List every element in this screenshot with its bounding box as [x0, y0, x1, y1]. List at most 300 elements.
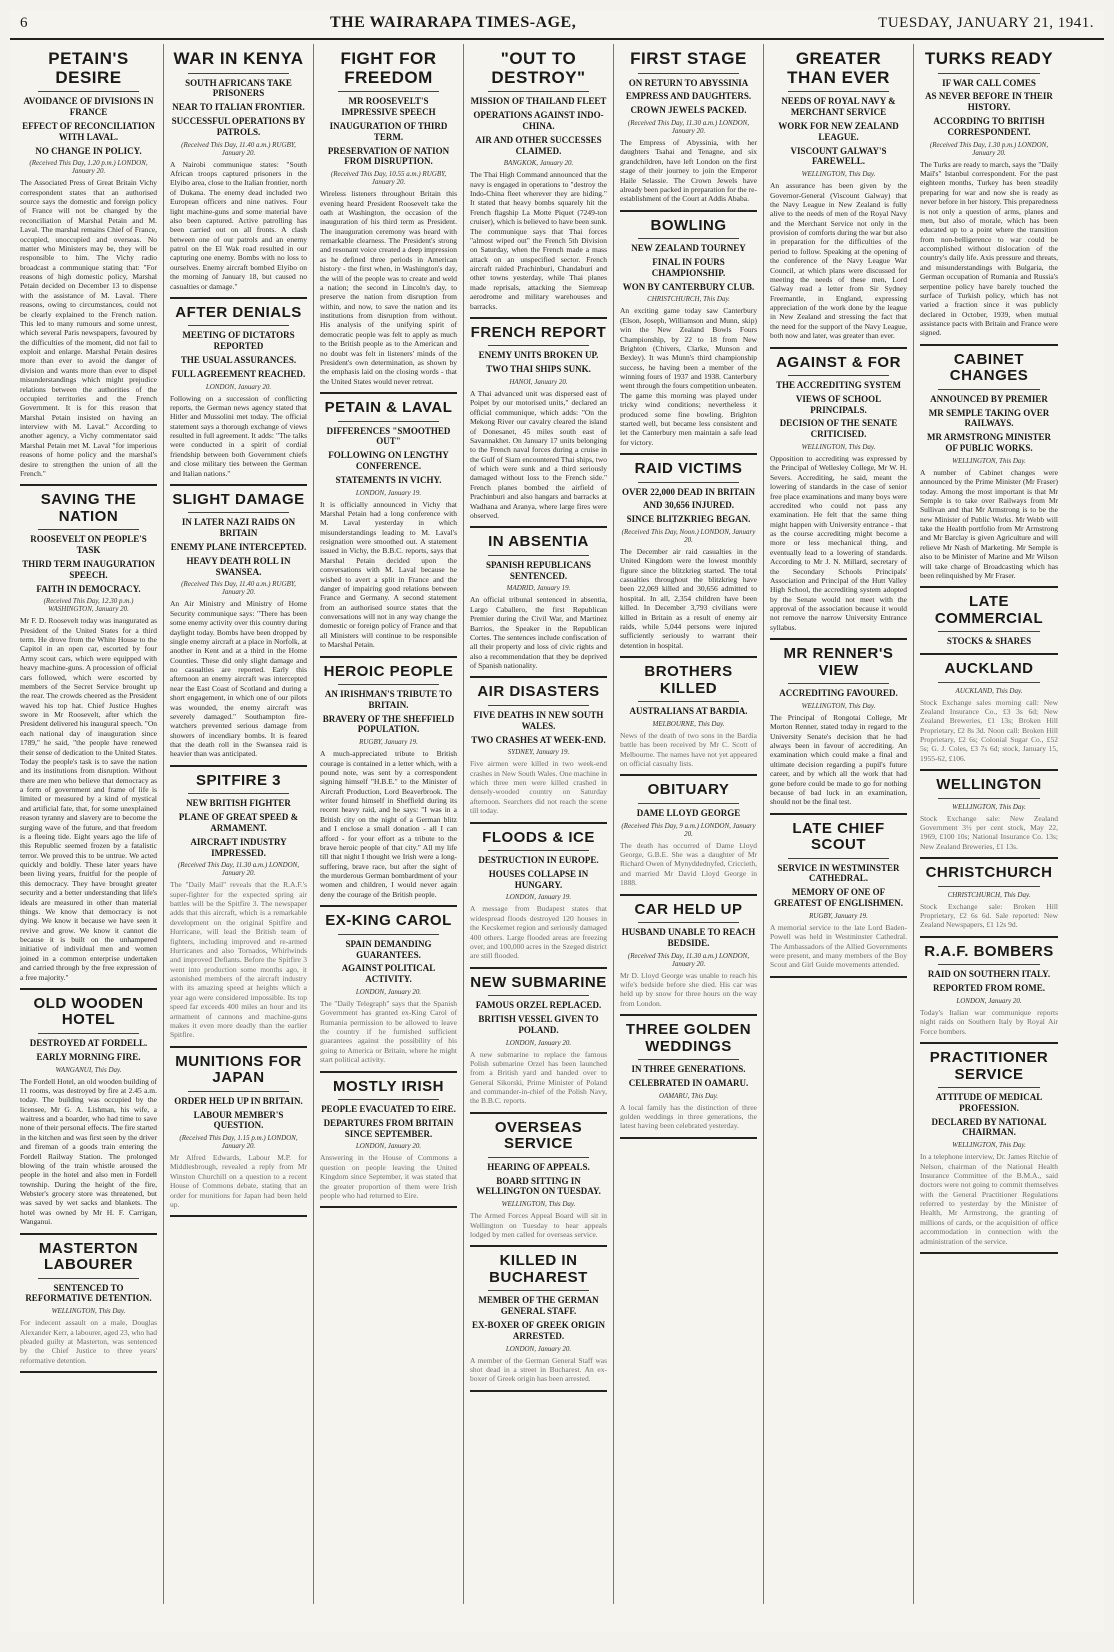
article	[20, 996, 157, 1235]
article-body: A much-appreciated tribute to British courage is contained in a letter which, with a pound note, was sent by a correspondent signing himself "H.B.E." to the Minister of Aircraft Production, Lord Beaverbrook. The writer found himself in Sheffield during its recent heavy raid, and he says: "I was in a British city on the night of a German blitz and I enclose a small donation - all I can afford - for your effort as a tribute to the brave heroic people of that city." All my life till that night I thought we Irish were a long-suffering, brave race, but after the sight of the murderous German bombardment of your women and children, I would never again deny the courage of the British people.	[320, 749, 457, 899]
article-subheading: SPAIN DEMANDING GUARANTEES.	[345, 938, 432, 960]
column-6	[764, 44, 914, 1604]
article-separator	[170, 765, 307, 767]
column-7	[914, 44, 1064, 1604]
column-2	[164, 44, 314, 1604]
article-headline: AGAINST & FOR	[776, 353, 901, 371]
article-subheading: MEETING OF DICTATORS REPORTED	[182, 330, 295, 352]
article-subheading: DECISION OF THE SENATE CRITICISED.	[779, 418, 898, 440]
article-separator	[920, 344, 1058, 346]
article-body: The Armed Forces Appeal Board will sit in Wellington on Tuesday to hear appeals lodged by men called for overseas service.	[470, 1211, 607, 1239]
article-subheading: BRAVERY OF THE SHEFFIELD POPULATION.	[322, 713, 455, 735]
article-subheading: NEAR TO ITALIAN FRONTIER.	[172, 102, 305, 113]
article	[170, 1054, 307, 1218]
article-dateline: CHRISTCHURCH, This Day.	[647, 295, 730, 304]
article-body: The Thai High Command announced that the navy is engaged in operations to "destroy the Indo-China fleet wherever they are hiding." It stated that heavy bombs squarely hit the French flagship La Motte Piquet (7249-ton cruiser), which is believed to have been sunk. The communique says that Thai forces "almost wiped out" the French 5th Division on Saturday, when the French made a mass attack on an unspecified sector. French aircraft raided Prachinburi, Chandaburi and other towns yesterday, while Thai planes made reprisals, attacking the Siemreap aerodrome and military warehouses and barracks.	[470, 170, 607, 311]
article-subheading: LABOUR MEMBER'S QUESTION.	[193, 1109, 284, 1131]
article	[620, 50, 757, 212]
divider	[938, 798, 1040, 799]
article-headline: IN ABSENTIA	[488, 533, 589, 551]
article-body: Answering in the House of Commons a question on people leaving the United Kingdom since September, it was stated that the greater proportion of them were Irish people who had returned to Eire.	[320, 1153, 457, 1200]
article-body: The "Daily Mail" reveals that the R.A.F.'s super-fighter for the expected spring air battles will be the Spitfire 3. The newspaper adds that this aircraft, which is a remarkable development on the original Spitfire and Hurricane, will lead the British team of fighters, including improved and re-armed Hurricanes and also Tornados, Whirlwinds and improved Defiants. Before the Spitfire 3 went into production some months ago, it astonished members of the aircraft industry with its amazing speed at heights which a year ago were considered impossible. Its top speed far exceeds 400 miles an hour and its armament of cannons and machine-guns makes it even more deadly than the earlier Spitfire.	[170, 880, 307, 1040]
divider	[638, 701, 739, 702]
article-headline: MOSTLY IRISH	[332, 1077, 445, 1095]
article-subheading: FAITH IN DEMOCRACY.	[36, 583, 141, 594]
article-subheading: SUCCESSFUL OPERATIONS BY PATROLS.	[171, 116, 306, 137]
article-headline: WELLINGTON	[936, 776, 1042, 794]
article-separator	[170, 1046, 307, 1048]
article-dateline: WELLINGTON, This Day.	[952, 456, 1026, 465]
divider	[488, 1290, 589, 1291]
article-separator	[470, 822, 607, 824]
article-dateline: BANGKOK, January 20.	[503, 159, 574, 168]
article	[170, 492, 307, 767]
article-subheading: THE ACCREDITING SYSTEM	[775, 380, 902, 391]
article-body: A Nairobi communique states: "South African troops captured prisoners in the Elyibo area, close to the Italian frontier, north of Dukana. The enemy dead included two European officers and nine natives. Four light machine-guns and some material have also been captured. Active patrolling has been carried out on all fronts. A clash between one of our patrols and an enemy patrol on the El Wak road resulted in our capturing one enemy. Bombs with no loss to ourselves. Enemy aircraft bombed Elyibo on the morning of January 18, but caused no casualties or damage."	[170, 159, 307, 291]
article-subheading: EFFECT OF RECONCILIATION WITH LAVAL.	[22, 120, 155, 142]
article	[920, 50, 1058, 346]
article	[470, 325, 607, 528]
article-separator	[320, 392, 457, 394]
column-4	[464, 44, 614, 1604]
article-dateline: (Received This Day, 11.30 a.m.) LONDON, January 20.	[627, 119, 750, 136]
article	[620, 461, 757, 658]
article-dateline: (Received This Day, 1.20 p.m.) LONDON, January 20.	[29, 159, 148, 176]
article-separator	[320, 1206, 457, 1208]
article-subheading: SINCE BLITZKRIEG BEGAN.	[626, 514, 751, 525]
article-dateline: MADRID, January 19.	[506, 584, 571, 593]
article-subheading: PRESERVATION OF NATION FROM DISRUPTION.	[327, 145, 450, 167]
article-dateline: LONDON, January 20.	[205, 382, 272, 391]
article-subheading: STATEMENTS IN VICHY.	[335, 474, 442, 485]
article-subheading: FOLLOWING ON LENGTHY CONFERENCE.	[328, 450, 449, 471]
article-headline: NEW SUBMARINE	[470, 973, 607, 991]
article-body: An assurance has been given by the Governor-General (Viscount Galway) that the Navy League in New Zealand is fully alive to the needs of men of the Royal Navy and the Merchant Service not only in the provision of comforts during the war but also in preparation for the difficulties of the period to follow. Speaking at the opening of the conference of the Navy League War Council, at which plans were discussed for meeting the needs of these men, Lord Galway read a letter from Sir Sydney Freemantle, in England, expressing appreciation of the work done by the league in New Zealand and stressing the fact that the need for the support of the Navy League, both now and later, was greater than ever.	[770, 181, 907, 341]
article-subheading: IN LATER NAZI RAIDS ON BRITAIN	[181, 517, 296, 539]
article-separator	[620, 894, 757, 896]
article-subheading: IF WAR CALL COMES	[942, 77, 1036, 88]
article-dateline: RUGBY, January 19.	[809, 911, 868, 920]
article-dateline: (Received This Day, 10.55 a.m.) RUGBY, January 20.	[330, 170, 447, 187]
article-subheading: WORK FOR NEW ZEALAND LEAGUE.	[778, 120, 899, 142]
article-subheading: AIRCRAFT INDUSTRY IMPRESSED.	[190, 836, 287, 858]
article-separator	[20, 1371, 157, 1373]
article-body: Today's Italian war communique reports night raids on Southern Italy by Royal Air Force bombers.	[920, 1007, 1058, 1036]
article-dateline: LONDON, January 20.	[956, 996, 1022, 1005]
masthead	[10, 10, 1104, 40]
article-body: A number of Cabinet changes were announced by the Prime Minister (Mr Fraser) today. Among the most important is that Mr Semple is to take over Railways from Mr Sullivan and that Mr Armstrong is to be the new Minister of Public Works. Mr Webb will take the Health portfolio from Mr Armstrong and Mr Barclay is given Agriculture and will relieve Mr Nash of Marketing. Mr Semple is also to be Minister of Marine and Mr Wilson will take charge of Broadcasting which has been relinquished by Mr Fraser.	[920, 467, 1058, 580]
article-subheading: ATTITUDE OF MEDICAL PROFESSION.	[935, 1092, 1043, 1113]
divider	[938, 964, 1040, 965]
article-subheading: DIFFERENCES "SMOOTHED OUT"	[326, 425, 451, 447]
article-subheading: ORDER HELD UP IN BRITAIN.	[174, 1095, 303, 1106]
article-separator	[470, 676, 607, 678]
article-subheading: OPERATIONS AGAINST INDO-CHINA.	[473, 110, 604, 131]
divider	[38, 1033, 139, 1034]
article-dateline: LONDON, January 19.	[505, 893, 572, 902]
article-body: Stock Exchange sale: New Zealand Government 3½ per cent stock, May 22, 1969, £100 10s; National Insurance Co. 13s; New Zealand Breweries, £1 13s.	[920, 813, 1058, 851]
article-subheading: AS NEVER BEFORE IN THEIR HISTORY.	[925, 91, 1053, 113]
article-body: For indecent assault on a male, Douglas Alexander Kerr, a labourer, aged 23, who had pleaded guilty at Masterton, was sentenced by the Chief Justice to three years' reformative detention.	[20, 1318, 157, 1365]
article	[920, 1050, 1058, 1254]
article-headline: FIGHT FOR FREEDOM	[340, 49, 437, 87]
article-subheading: EARLY MORNING FIRE.	[36, 1051, 141, 1062]
columns	[10, 40, 1104, 1604]
article-separator	[920, 586, 1058, 588]
article-subheading: AUSTRALIANS AT BARDIA.	[629, 706, 748, 717]
article-body: A member of the German General Staff was shot dead in a street in Bucharest. An ex-boxer of Greek origin has been arrested.	[470, 1355, 607, 1384]
article-subheading: SOUTH AFRICANS TAKE PRISONERS	[185, 77, 292, 99]
article-dateline: (Received This Day, 11.40 a.m.) RUGBY, January 20.	[181, 140, 296, 157]
article-subheading: EMPRESS AND DAUGHTERS.	[625, 91, 752, 102]
article	[470, 50, 607, 319]
article-separator	[920, 936, 1058, 938]
divider	[938, 682, 1040, 683]
article-subheading: BRITISH VESSEL GIVEN TO POLAND.	[478, 1014, 599, 1035]
article-dateline: WELLINGTON, This Day.	[801, 170, 876, 179]
article-dateline: CHRISTCHURCH, This Day.	[947, 890, 1031, 899]
article-subheading: AN IRISHMAN'S TRIBUTE TO BRITAIN.	[324, 689, 453, 710]
article-headline: FRENCH REPORT	[470, 323, 607, 341]
article-subheading: SERVICE IN WESTMINSTER CATHEDRAL.	[777, 862, 900, 884]
article-subheading: BOARD SITTING IN WELLINGTON ON TUESDAY.	[476, 1175, 601, 1197]
issue-date: TUESDAY, JANUARY 21, 1941.	[878, 14, 1094, 31]
article-subheading: ACCORDING TO BRITISH CORRESPONDENT.	[933, 116, 1045, 137]
article-dateline: (Received This Day, 9 a.m.) LONDON, January 20.	[621, 821, 756, 838]
divider	[488, 1157, 589, 1158]
article	[920, 777, 1058, 859]
article-dateline: LONDON, January 20.	[505, 1038, 572, 1047]
article	[170, 50, 307, 299]
divider	[788, 91, 889, 92]
article-subheading: MR SEMPLE TAKING OVER RAILWAYS.	[928, 407, 1050, 429]
article-body: The Principal of Rongotai College, Mr Morton Renner, stated today in regard to the University Senate's decision that he had always been in favour of accrediting. An examination which could make a final and ultimate decision regarding a pupil's future career, and by which all the work that had gone before could be made to go for nothing because of bad luck in an examination, should not be the final test.	[770, 712, 907, 807]
article-separator	[470, 1245, 607, 1247]
article-body: The Turks are ready to march, says the "Daily Mail's" Istanbul correspondent. For the past eighteen months, Turkey has been steadily preparing for war and now she is ready as never before in her history. This preparedness is not only a question of arms, planes and men, but also of morale, which has been educated up to a point where the transition from non-belligerence to war could be accomplished without dislocation of the country's daily life. Axis pressure and threats, and misunderstandings with Bulgaria, the German occupation of Rumania and Russia's serpentine policy have barely touched the surface of Turkish policy, which has not varied a fraction since it was publicly declared in October, 1939, when mutual assistance pacts with Britain and France were signed.	[920, 159, 1058, 338]
article-separator	[20, 1233, 157, 1235]
article	[620, 902, 757, 1017]
article-subheading: TWO CRASHES AT WEEK-END.	[471, 734, 606, 745]
article	[620, 218, 757, 455]
article-subheading: VIEWS OF SCHOOL PRINCIPALS.	[795, 393, 882, 415]
divider	[638, 922, 739, 923]
article-body: The Associated Press of Great Britain Vichy correspondent states that an authorised source says the domestic and foreign policy of France will not be changed by the reconciliation of Marshal Petain and M. Laval. The marshal remains Chief of France, occupied, unoccupied and overseas. No matter who Ministers may be, they will be responsible to him. The Vichy radio broadcast a communique stating that: "For reasons of high domestic policy, Marshal Petain decided on December 13 to dispense with the assistance of M. Laval. There reasons, owing to circumstances, could not be clearly explained to the French nation. This led to many rumours and some unrest, which several Paris newspapers, favoured by the difficulties of the moment, did not fail to exploit and enlarge. Marshal Petain desires more than ever to avoid the danger of division and wants more than ever to dispel misunderstandings which might prejudice relations between the authorities of the occupied territories and the French Government. It is for this reason that Marshal Petain insisted on having an interview with M. Laval." According to another agency, a Vichy commentator said Marshal Petain met M. Laval "for imperious reasons of home policy and the marshal's desire to strengthen the union of all the French."	[20, 178, 157, 478]
article-subheading: AVOIDANCE OF DIVISIONS IN FRANCE	[23, 96, 154, 118]
article-dateline: WELLINGTON, This Day.	[51, 1307, 126, 1316]
article-dateline: (Received This Day, 1.15 p.m.) LONDON, January 20.	[179, 1134, 298, 1151]
divider	[638, 1059, 739, 1060]
article	[170, 305, 307, 486]
divider	[938, 389, 1040, 390]
article-subheading: INAUGURATION OF THIRD TERM.	[329, 120, 448, 142]
column-1	[14, 44, 164, 1604]
article-subheading: CROWN JEWELS PACKED.	[630, 105, 747, 116]
article	[20, 492, 157, 990]
divider	[488, 345, 589, 346]
article-headline: CAR HELD UP	[634, 900, 743, 918]
article	[320, 400, 457, 657]
article-separator	[470, 526, 607, 528]
article-headline: SAVING THE NATION	[40, 491, 137, 525]
article-body: Opposition to accrediting was expressed by the Principal of Wellesley College, Mr W. H. Severs. Accrediting, he said, meant the lowering of standards in the case of senior free place examinations and many boys were accredited who could not pass any examination. He felt that the same thing might happen with University entrance - that as the course accrediting might become a more or less mechanical thing, and eventually lead to a lowering of standards. According to Mr J. N. Millard, secretary of the Secondary Schools Principals' Association and Principal of the Hutt Valley High School, the accrediting system adopted by the Senate would not meet with the approval of the association because it would not remove the narrow University Entrance syllabus.	[770, 454, 907, 632]
divider	[488, 850, 589, 851]
article-subheading: MR ARMSTRONG MINISTER OF PUBLIC WORKS.	[926, 432, 1051, 453]
article	[920, 661, 1058, 771]
article-subheading: OVER 22,000 DEAD IN BRITAIN	[621, 486, 756, 497]
article-body: An official tribunal sentenced in absentia, Largo Caballero, the first Republican Premier during the Civil War, and Martinez Barrios, the Speaker in the Republican Cortes. The sentences include confiscation of all their property and loss of civic rights and also a recommendation that they be deprived of Spanish nationality.	[470, 595, 607, 671]
article-headline: CABINET CHANGES	[949, 350, 1029, 385]
article	[170, 773, 307, 1048]
article-subheading: MR ROOSEVELT'S IMPRESSIVE SPEECH	[341, 96, 436, 118]
article-body: Five airmen were killed in two week-end crashes in New South Wales. One machine in which three men were killed crashed in densely-wooded country on Saturday afternoon. Searchers did not reach the scene till today.	[470, 759, 607, 816]
article-subheading: FAMOUS ORZEL REPLACED.	[475, 1000, 602, 1011]
article-subheading: FULL AGREEMENT REACHED.	[171, 368, 306, 379]
article-subheading: HEAVY DEATH ROLL IN SWANSEA.	[186, 555, 291, 577]
article-body: An Air Ministry and Ministry of Home Security communique says: "There has been some enemy activity over this country during daylight today. Bombs have been dropped by single enemy aircraft at a place in Norfolk, at another in Kent and at a third in the Home Counties. These did only slight damage and no casualties are reported. Early this afternoon an enemy aircraft was intercepted near the East Coast of Scotland and during a short engagement, in which one of our pilots was wounded, the enemy aircraft was severely damaged." Southampton fire-watchers prevented serious damage from showers of incendiary bombs. It is feared that the death roll in the Swansea raid is heavier than was anticipated.	[170, 599, 307, 759]
article-subheading: TWO THAI SHIPS SUNK.	[486, 364, 591, 375]
article-body: The Empress of Abyssinia, with her daughters Tsahai and Tenagne, and six grandchildren, have left London on the first stage of their journey to join the Emperor Haile Selassie. The Crown Jewels have already been packed in preparation for the re-establishment of the Court at Addis Ababa.	[620, 138, 757, 204]
article	[770, 355, 907, 641]
article-dateline: WANGANUI, This Day.	[55, 1065, 122, 1074]
article-subheading: AIR AND OTHER SUCCESSES CLAIMED.	[475, 134, 602, 156]
article-subheading: CELEBRATED IN OAMARU.	[628, 1077, 749, 1088]
article-dateline: (Received This Day, 12.30 p.m.) WASHINGTON, January 20.	[43, 597, 134, 614]
article-subheading: THIRD TERM INAUGURATION SPEECH.	[22, 558, 155, 580]
article-subheading: HUSBAND UNABLE TO REACH BEDSIDE.	[621, 927, 756, 948]
article-subheading: SENTENCED TO REFORMATIVE DETENTION.	[25, 1282, 152, 1304]
article	[470, 534, 607, 678]
article-subheading: AGAINST POLITICAL ACTIVITY.	[341, 963, 436, 985]
article-separator	[920, 1042, 1058, 1044]
article-subheading: FIVE DEATHS IN NEW SOUTH WALES.	[473, 709, 604, 731]
article-headline: GREATER THAN EVER	[787, 49, 890, 87]
article-body: A local family has the distinction of three golden weddings in three generations, the latest having been celebrated yesterday.	[620, 1102, 757, 1131]
article-separator	[770, 976, 907, 978]
article-subheading: NEW ZEALAND TOURNEY	[631, 243, 746, 254]
divider	[638, 238, 739, 239]
article	[320, 1079, 457, 1209]
article-dateline: RUGBY, January 19.	[359, 738, 418, 747]
article-body: Mr D. Lloyd George was unable to reach his wife's bedside before she died. His car was held up by snow for three hours on the way from London.	[620, 970, 757, 1008]
article-headline: OVERSEAS SERVICE	[494, 1118, 583, 1153]
article-subheading: DESTROYED AT FORDELL.	[29, 1037, 148, 1048]
divider	[788, 858, 889, 859]
article-body: The death has occurred of Dame Lloyd George, G.B.E. She was a daughter of Mr Richard Owen of Mynyddednyfed, Criccieth, and married Mr David Lloyd George in 1888.	[620, 840, 757, 888]
article	[20, 50, 157, 486]
article-separator	[470, 1390, 607, 1392]
article-headline: R.A.F. BOMBERS	[924, 942, 1054, 960]
article-body: A new submarine to replace the famous Polish submarine Orzel has been launched from a British yard and handed over to General Sikorski, Prime Minister of Poland and commander-in-chief of the Polish Navy, the B.B.C. reports.	[470, 1049, 607, 1106]
article-subheading: DECLARED BY NATIONAL CHAIRMAN.	[931, 1116, 1047, 1138]
article-separator	[470, 1112, 607, 1114]
article	[20, 1241, 157, 1373]
article-subheading: NEEDS OF ROYAL NAVY & MERCHANT SERVICE	[781, 96, 896, 118]
article-headline: MASTERTON LABOURER	[38, 1239, 139, 1274]
article-separator	[920, 653, 1058, 655]
newspaper-title: THE WAIRARAPA TIMES-AGE,	[329, 14, 577, 31]
article	[620, 782, 757, 895]
article-separator	[170, 297, 307, 299]
article	[920, 865, 1058, 938]
article-subheading: NO CHANGE IN POLICY.	[35, 145, 142, 156]
article-body: Mr Alfred Edwards, Labour M.P. for Middlesbrough, revealed a reply from Mr Winston Churchill on a question to a recent House of Commons debate, stating that an order for munitions for Japan had been held up.	[170, 1153, 307, 1209]
article-subheading: MEMBER OF THE GERMAN GENERAL STAFF.	[478, 1295, 599, 1317]
divider	[188, 325, 289, 326]
article-separator	[620, 1137, 757, 1139]
article-subheading: RAID ON SOUTHERN ITALY.	[927, 969, 1051, 980]
column-5	[614, 44, 764, 1604]
article-headline: PETAIN'S DESIRE	[48, 49, 129, 87]
article-headline: OLD WOODEN HOTEL	[33, 994, 144, 1029]
article-headline: RAID VICTIMS	[634, 460, 743, 478]
divider	[338, 934, 439, 935]
article-body: News of the death of two sons in the Bardia battle has been received by Mr C. Scott of Melbourne. The names have not yet appeared on official casualty lists.	[620, 730, 757, 768]
divider	[188, 793, 289, 794]
article-headline: AFTER DENIALS	[175, 303, 302, 321]
article-separator	[770, 347, 907, 349]
article-separator	[620, 453, 757, 455]
article-headline: "OUT TO DESTROY"	[491, 49, 586, 87]
page-number: 6	[20, 14, 28, 31]
article-headline: HEROIC PEOPLE	[323, 662, 454, 680]
divider	[38, 529, 139, 530]
divider	[938, 631, 1040, 632]
article-subheading: MEMORY OF ONE OF GREATEST OF ENGLISHMEN.	[773, 887, 904, 909]
article-headline: AIR DISASTERS	[477, 683, 600, 701]
article-body: Stock Exchange sales morning call: New Zealand Insurance Co., £3 3s 6d; New Zealand Breweries, £1 13s; Broken Hill Proprietary, £2 8s 3d. Noon call: Broken Hill Proprietary, £2 6s; Colonial Sugar Co., £52 5s; G. J. Coles, £3 7s 6d; stock, January 15, 1955-62, £106.	[920, 697, 1058, 763]
article-subheading: PEOPLE EVACUATED TO EIRE.	[321, 1104, 456, 1115]
divider	[638, 482, 739, 483]
article-subheading: PLANE OF GREAT SPEED & ARMAMENT.	[178, 812, 299, 833]
article-body: A memorial service to the late Lord Baden-Powell was held in Westminster Cathedral. The Ambassadors of the Allied Governments were present, and many members of the Boy Scout and Girl Guide movements attended.	[770, 922, 907, 970]
article-separator	[470, 967, 607, 969]
article-dateline: WELLINGTON, This Day.	[801, 701, 876, 710]
article-dateline: WELLINGTON, This Day.	[501, 1200, 576, 1209]
article	[620, 1022, 757, 1139]
divider	[188, 1091, 289, 1092]
article-separator	[770, 813, 907, 815]
divider	[788, 375, 889, 376]
article-subheading: ENEMY UNITS BROKEN UP.	[478, 350, 599, 361]
article-subheading: IN THREE GENERATIONS.	[631, 1064, 746, 1075]
article-separator	[170, 1215, 307, 1217]
article-subheading: REPORTED FROM ROME.	[933, 983, 1045, 994]
article-subheading: EX-BOXER OF GREEK ORIGIN ARRESTED.	[472, 1319, 605, 1341]
article-headline: WAR IN KENYA	[173, 49, 304, 68]
article-separator	[470, 317, 607, 319]
article-separator	[320, 905, 457, 907]
article-dateline: (Received This Day, 11.40 a.m.) RUGBY, January 20.	[181, 580, 296, 597]
article	[470, 830, 607, 969]
article	[320, 664, 457, 908]
divider	[488, 995, 589, 996]
article-body: Mr F. D. Roosevelt today was inaugurated as President of the United States for a third term. He drove from the White House to the Capitol in an open car, escorted by four Army scout cars, which were equipped with heavy machine-guns. A procession of official cars followed, which were escorted by members of the Secret Service brought up the rear. The crowds cheered as the President waved his top hat. Chief Justice Hughes swore in Mr Roosevelt, after which the President delivered his inaugural speech. "On each national day of inauguration since 1789," he said, "the people have renewed their sense of dedication to the United States. Today the people's task is to save the nation and its institutions from disruption. Without there are men who believe that democracy as a form of government and frame of life is limited or measured by a kind of mystical and artificial fate, that, for some unexplained reason tyranny and slavery are to become the surging wave of the future, and that freedom is a fleeing tide. Eight years ago the life of this Republic seemed frozen by a fatalistic terror. We proved this to be untrue. We acted quickly and boldly. These later years have been living years, fruitful for the people of this democracy. They have brought greater security and a better understanding that life's ideals are measured in other than material things. We know that democracy is not dying. We know it because we have seen it revive and grow. We know it cannot die because it is built on the unhampered initiative of individual men and women joined in a common enterprise undertaken and carried through by the free expression of a free majority."	[20, 616, 157, 982]
article-separator	[320, 1071, 457, 1073]
article-body: A Thai advanced unit was dispersed east of Poipet by our motorised units," declared an official communique, which adds: "On the Mekong River our cavalry cleared the island of Donesanet, 45 miles south east of Savannakhet. On January 17 units belonging to the French naval forces during a cruise in the Gulf of Siam encountered Thai ships, two of which were sunk and a third seriously damaged without loss to the French side." French planes bombed the airfield of Prachinburi and also hangars and barracks at Wadhana and Aranya, where large fires were observed.	[470, 389, 607, 520]
article-body: Following on a succession of conflicting reports, the German news agency stated that Hitler and Mussolini met today. The official statement says a thorough exchange of views resulted in full agreement. It adds: "The talks were conducted in a spirit of cordial friendship between both Government chiefs and close military ties between the German and Italian nations."	[170, 393, 307, 478]
article-subheading: ON RETURN TO ABYSSINIA	[628, 77, 749, 88]
column-3	[314, 44, 464, 1604]
article-subheading: FINAL IN FOURS CHAMPIONSHIP.	[651, 257, 726, 278]
divider	[188, 512, 289, 513]
article-headline: KILLED IN BUCHAREST	[489, 1252, 588, 1286]
divider	[638, 73, 739, 74]
article-body: Stock Exchange sale: Broken Hill Proprietary, £2 6s 6d. Sale reported: New Zealand Newspapers, £1 12s 9d.	[920, 901, 1058, 930]
article-dateline: WELLINGTON, This Day.	[952, 1141, 1026, 1150]
article-subheading: SPANISH REPUBLICANS SENTENCED.	[485, 559, 592, 581]
article-headline: FIRST STAGE	[630, 49, 747, 68]
article	[770, 50, 907, 349]
article	[320, 913, 457, 1072]
article-headline: LATE COMMERCIAL	[934, 593, 1044, 627]
article-separator	[620, 656, 757, 658]
article-separator	[620, 210, 757, 212]
article-separator	[20, 988, 157, 990]
article-separator	[20, 484, 157, 486]
article-subheading: ANNOUNCED BY PREMIER	[930, 393, 1048, 404]
article-subheading: HEARING OF APPEALS.	[487, 1161, 590, 1172]
article-separator	[770, 638, 907, 640]
article-dateline: LONDON, January 20.	[355, 987, 422, 996]
article-body: The December air raid casualties in the United Kingdom were the lowest monthly figure since the blitzkrieg started. The total casualties throughout the blitzkrieg have been 22,069 killed and 30,656 admitted to hospital. In all, 2,354 children have been killed. In December 3,793 civilians were killed in Britain as a result of enemy air raids, while 5,044 persons were injured sufficiently seriously to warrant their detention in hospital.	[620, 546, 757, 650]
article	[920, 352, 1058, 588]
article-headline: MR RENNER'S VIEW	[783, 645, 894, 679]
divider	[488, 91, 589, 92]
newspaper-page	[10, 10, 1104, 1632]
article-headline: AUCKLAND	[944, 660, 1034, 678]
article-subheading: AND 30,656 INJURED.	[642, 500, 734, 511]
divider	[338, 421, 439, 422]
article-dateline: LONDON, January 20.	[355, 1142, 422, 1151]
article-headline: BROTHERS KILLED	[644, 663, 733, 697]
article	[920, 594, 1058, 655]
article-separator	[320, 656, 457, 658]
article-dateline: MELBOURNE, This Day.	[652, 719, 725, 728]
article-headline: CHRISTCHURCH	[925, 864, 1053, 882]
article-dateline: WELLINGTON, This Day.	[952, 802, 1026, 811]
divider	[488, 705, 589, 706]
divider	[638, 803, 739, 804]
article-body: An exciting game today saw Canterbury (Elson, Joseph, Williamson and Munn, skip) win the New Zealand Bowls Fours Championship, by 22 to 18 from New Brighton (Chivers, Clarke, Munson and Bexley). It was Munn's third championship success, he having been a member of the winning fours of 1937 and 1938. Canterbury went through the fours competition unbeaten. The game this morning was played under tricky wind conditions; nevertheless it produced some fine bowling. Brighton started well, but became less consistent and let the Canterbury men maintain a safe lead for victory.	[620, 306, 757, 447]
divider	[188, 73, 289, 74]
article-separator	[920, 1252, 1058, 1254]
article-separator	[920, 857, 1058, 859]
article-dateline: OAMARU, This Day.	[658, 1091, 719, 1100]
divider	[338, 684, 439, 685]
article-separator	[620, 1014, 757, 1016]
divider	[788, 683, 889, 684]
divider	[938, 1087, 1040, 1088]
article-headline: BOWLING	[650, 216, 727, 234]
divider	[488, 555, 589, 556]
article	[470, 1253, 607, 1391]
article-dateline: WELLINGTON, This Day.	[801, 443, 876, 452]
article	[620, 664, 757, 776]
article-subheading: STOCKS & SHARES	[946, 636, 1032, 647]
article-headline: PETAIN & LAVAL	[324, 399, 453, 417]
article-headline: SPITFIRE 3	[195, 771, 282, 789]
article-dateline: LONDON, January 19.	[355, 488, 422, 497]
article	[920, 944, 1058, 1044]
article-subheading: ROOSEVELT ON PEOPLE'S TASK	[30, 534, 147, 556]
article-headline: THREE GOLDEN WEDDINGS	[625, 1021, 752, 1055]
article-subheading: VISCOUNT GALWAY'S FAREWELL.	[790, 145, 887, 167]
article-dateline: (Received This Day, 11.30 a.m.) LONDON, January 20.	[177, 861, 300, 878]
article-subheading: DEPARTURES FROM BRITAIN SINCE SEPTEMBER.	[323, 1117, 454, 1139]
article	[320, 50, 457, 394]
article	[770, 646, 907, 815]
article-dateline: (Received This Day, 1.30 p.m.) LONDON, January 20.	[929, 140, 1049, 157]
